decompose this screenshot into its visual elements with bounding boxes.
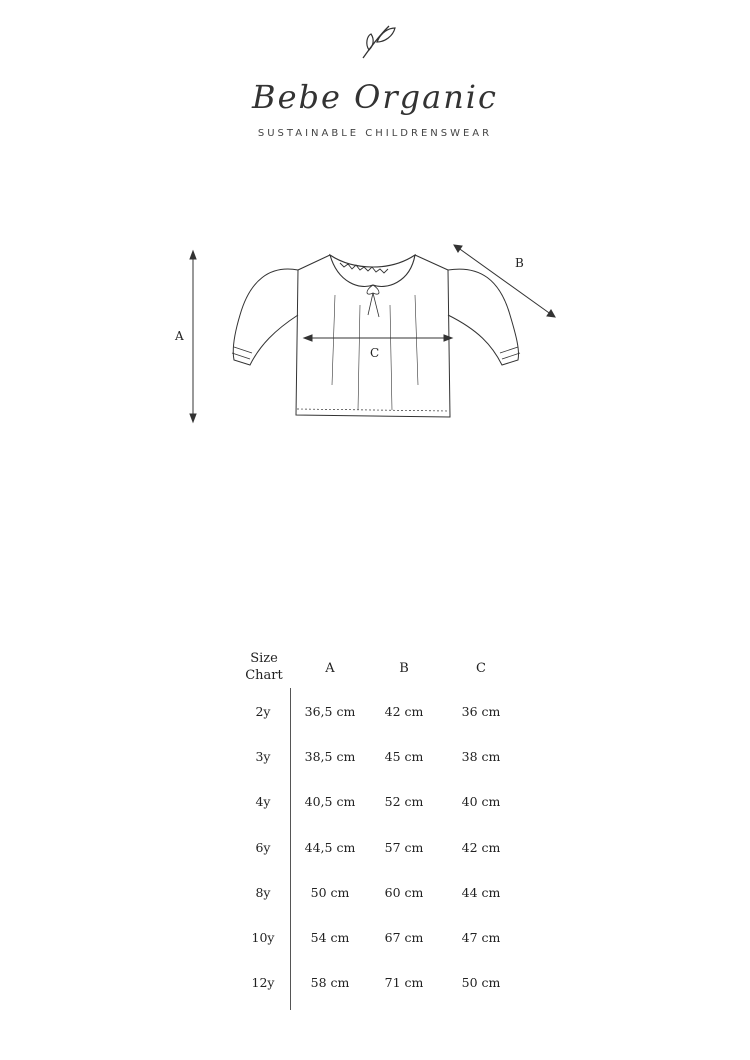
value-a-cell: 40,5 cm <box>304 794 356 810</box>
dimension-b-label: B <box>515 256 524 270</box>
dimension-b-arrow <box>457 247 552 315</box>
value-b-cell: 45 cm <box>384 749 424 765</box>
column-header-a: A <box>325 661 335 676</box>
value-b-cell: 71 cm <box>384 975 424 991</box>
value-c-cell: 42 cm <box>461 839 501 855</box>
brand-name: Bebe Organic <box>252 78 498 116</box>
value-c-cell: 38 cm <box>461 749 501 765</box>
brand-tagline: SUSTAINABLE CHILDRENSWEAR <box>257 128 493 139</box>
blouse-body <box>296 255 450 417</box>
value-a-cell: 44,5 cm <box>304 839 356 855</box>
size-cell: 8y <box>255 884 271 900</box>
value-b-cell: 60 cm <box>384 884 424 900</box>
value-c-cell: 36 cm <box>461 704 501 719</box>
size-cell: 3y <box>255 749 271 765</box>
size-cell: 2y <box>255 704 271 719</box>
dimension-c-label: C <box>370 346 380 360</box>
value-c-cell: 50 cm <box>461 975 501 991</box>
value-b-cell: 57 cm <box>384 839 424 855</box>
size-cell: 12y <box>251 975 275 991</box>
size-cell: 4y <box>255 794 271 810</box>
value-b-cell: 42 cm <box>384 704 424 719</box>
value-c-cell: 47 cm <box>461 930 501 945</box>
value-a-cell: 50 cm <box>310 884 350 900</box>
collar <box>330 255 415 286</box>
left-sleeve <box>233 269 298 365</box>
size-chart-table <box>235 648 535 1008</box>
value-c-cell: 44 cm <box>461 884 501 900</box>
column-header-b: B <box>399 661 409 676</box>
value-a-cell: 58 cm <box>310 975 350 991</box>
value-c-cell: 40 cm <box>461 794 501 810</box>
value-a-cell: 36,5 cm <box>304 704 356 719</box>
value-a-cell: 38,5 cm <box>304 749 356 765</box>
column-header-c: C <box>476 661 486 676</box>
leaf-sprig-icon <box>355 20 400 65</box>
bow <box>367 285 379 317</box>
value-b-cell: 52 cm <box>384 794 424 810</box>
size-cell: 10y <box>251 930 275 945</box>
size-cell: 6y <box>255 839 271 855</box>
value-b-cell: 67 cm <box>384 930 424 945</box>
dimension-a-label: A <box>175 329 184 343</box>
value-a-cell: 54 cm <box>310 930 350 945</box>
size-chart-header: Size Chart <box>245 651 283 683</box>
